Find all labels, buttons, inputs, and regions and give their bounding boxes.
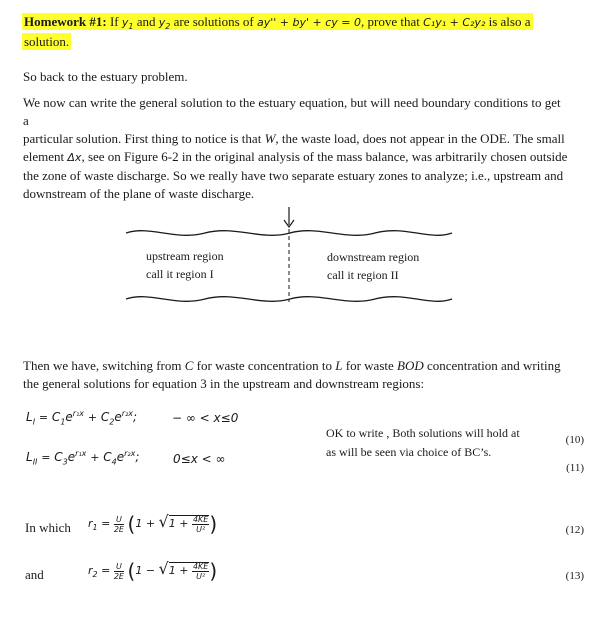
- r1-sub: 1: [92, 523, 98, 533]
- eq13-radicand: [168, 561, 210, 581]
- eq11-c4: C: [103, 450, 112, 464]
- para3-line-1e: concentration and writing: [423, 358, 561, 373]
- homework-line-2: solution.: [24, 34, 70, 49]
- para3-line-1: [23, 357, 568, 375]
- eq12-frac-num: U: [114, 515, 124, 525]
- homework-label: Homework #1:: [24, 14, 107, 29]
- eq13-fraction: [114, 562, 124, 581]
- eq-number-13: (13): [565, 570, 584, 582]
- eq13-minus: −: [145, 564, 156, 577]
- bc-note-line-1: OK to write , Both solutions will hold at: [326, 426, 520, 440]
- eq12-plus: +: [145, 517, 156, 530]
- downstream-line-2: call it region II: [327, 268, 399, 282]
- paragraph-general-solution: [23, 94, 568, 203]
- homework-text-e: is also a: [485, 14, 531, 29]
- para2-line-2: [23, 130, 568, 148]
- y1-symbol: $y_1$: [121, 16, 134, 32]
- eq10-c1: C: [51, 410, 61, 424]
- eq13-close-paren: ): [209, 559, 218, 583]
- para2-line-4: the zone of waste discharge. So we really have two separate estuary zones to analyze; i.e., upstream and: [23, 168, 564, 183]
- r2-sub: 2: [92, 570, 98, 580]
- eq10-lhs-sub: I: [32, 417, 36, 427]
- eq12-inner-one: 1 +: [168, 517, 189, 530]
- para2-line-3a: element: [23, 149, 68, 164]
- para3-line-1d: for waste: [342, 358, 398, 373]
- eq11-lhs: L: [26, 450, 33, 464]
- homework-block: [22, 12, 552, 51]
- y2-symbol: $y_2$: [158, 16, 171, 32]
- eq10-c1-sub: 1: [60, 417, 66, 427]
- eq13-frac-num: U: [114, 562, 124, 572]
- eq13-inner-one: 1 +: [168, 564, 189, 577]
- eq-number-12: (12): [565, 524, 584, 536]
- para2-line-1: We now can write the general solution to the estuary equation, but will need boundary conditions to get a: [23, 95, 561, 128]
- eq11-c4-sub: 4: [111, 457, 117, 467]
- upstream-line-1: upstream region: [146, 249, 224, 263]
- equation-13: [88, 560, 217, 581]
- eq13-inner-fraction: [192, 562, 209, 581]
- eq12-fraction: [114, 515, 124, 534]
- para3-line-1a: Then we have, switching from: [23, 358, 185, 373]
- bc-note: [326, 424, 520, 462]
- eq11-e1: e: [67, 450, 76, 464]
- para2-line-3: [23, 148, 568, 167]
- eq11-plus: +: [90, 451, 100, 464]
- waste-load-symbol: W: [264, 131, 276, 146]
- eq10-c2-sub: 2: [109, 417, 115, 427]
- eq11-e2: e: [116, 450, 125, 464]
- eq12-equals: =: [101, 517, 111, 530]
- eq13-one: 1: [135, 564, 143, 577]
- homework-text-a: If: [106, 14, 122, 29]
- equation-11: $L_{II} = C_3e^{r_1x} + C_4e^{r_2x}$;: [26, 449, 140, 467]
- bc-note-line-2: as will be seen via choice of BC’s.: [326, 445, 492, 459]
- eq10-c2: C: [100, 410, 110, 424]
- para3-line-2: the general solutions for equation 3 in the upstream and downstream regions:: [23, 376, 425, 391]
- eq10-exp1: r₁x: [72, 409, 85, 418]
- para3-line-1b: for waste concentration to: [193, 358, 336, 373]
- eq12-inner-num: 4KE: [192, 514, 209, 524]
- upstream-line-2: call it region I: [146, 267, 214, 281]
- eq12-frac-den: 2E: [113, 524, 124, 534]
- eq11-equals: =: [41, 451, 51, 464]
- homework-text-b: and: [133, 14, 159, 29]
- linear-combination: C₁y₁ + C₂y₂: [423, 16, 486, 29]
- eq11-c3: C: [54, 450, 63, 464]
- eq11-exp2: r₂x: [124, 449, 136, 458]
- paragraph-back-to-estuary: So back to the estuary problem.: [23, 69, 188, 84]
- upstream-region-label: [146, 247, 224, 283]
- paragraph-switching: [23, 357, 568, 393]
- eq13-frac-den: 2E: [113, 571, 124, 581]
- eq-number-11: (11): [566, 462, 584, 474]
- eq-number-10: (10): [565, 434, 584, 446]
- eq13-inner-num: 4KE: [192, 561, 209, 571]
- eq13-equals: =: [101, 564, 111, 577]
- eq10-plus: +: [87, 411, 98, 424]
- eq12-radicand: [168, 514, 210, 534]
- eq11-lhs-sub: II: [32, 457, 38, 467]
- eq12-inner-den: U²: [196, 524, 206, 534]
- estuary-diagram: [0, 205, 608, 305]
- para2-line-3b: , see on Figure 6-2 in the original analysis of the mass balance, was arbitrarily chosen outside: [81, 149, 568, 164]
- eq12-sqrt-icon: √: [158, 512, 169, 531]
- in-which-label: In which: [25, 520, 71, 535]
- eq11-domain: 0≤x < ∞: [173, 452, 226, 466]
- para2-line-2b: , the waste load, does not appear in the ODE. The small: [275, 131, 565, 146]
- eq10-equals: =: [38, 411, 49, 424]
- and-label: and: [25, 567, 44, 582]
- bod-symbol: BOD: [397, 358, 424, 373]
- para2-line-2a: particular solution. First thing to notice is that: [23, 131, 265, 146]
- eq12-open-paren: (: [127, 512, 136, 536]
- eq12-close-paren: ): [209, 512, 218, 536]
- eq13-sqrt-icon: √: [158, 559, 169, 578]
- eq10-exp2: r₂x: [121, 409, 134, 418]
- r1-symbol: r: [88, 517, 93, 530]
- downstream-region-label: [327, 248, 419, 284]
- delta-x-symbol: Δx: [67, 151, 82, 164]
- l-symbol: L: [335, 358, 343, 373]
- ode-equation: ay'' + by' + cy = 0: [257, 16, 362, 29]
- c-symbol: C: [184, 358, 194, 373]
- downstream-line-1: downstream region: [327, 250, 420, 264]
- eq13-open-paren: (: [127, 559, 136, 583]
- eq11-c3-sub: 3: [62, 457, 68, 467]
- eq10-e1: e: [65, 410, 73, 424]
- eq11-exp1: r₁x: [75, 449, 87, 458]
- homework-text-d: , prove that: [361, 14, 424, 29]
- eq12-one: 1: [135, 517, 143, 530]
- para2-line-5: downstream of the plane of waste discharge.: [23, 186, 255, 201]
- eq10-domain: − ∞ < x≤0: [172, 411, 239, 425]
- eq13-inner-den: U²: [196, 571, 206, 581]
- equation-12: [88, 513, 217, 534]
- eq10-lhs: L: [26, 410, 33, 424]
- eq12-inner-fraction: [192, 515, 209, 534]
- equation-10: $L_I = C_1e^{r_1x} + C_2e^{r_2x}$;: [26, 409, 138, 427]
- eq10-e2: e: [114, 410, 122, 424]
- homework-text-c: are solutions of: [170, 14, 258, 29]
- homework-line-1: [22, 13, 533, 30]
- r2-symbol: r: [88, 564, 93, 577]
